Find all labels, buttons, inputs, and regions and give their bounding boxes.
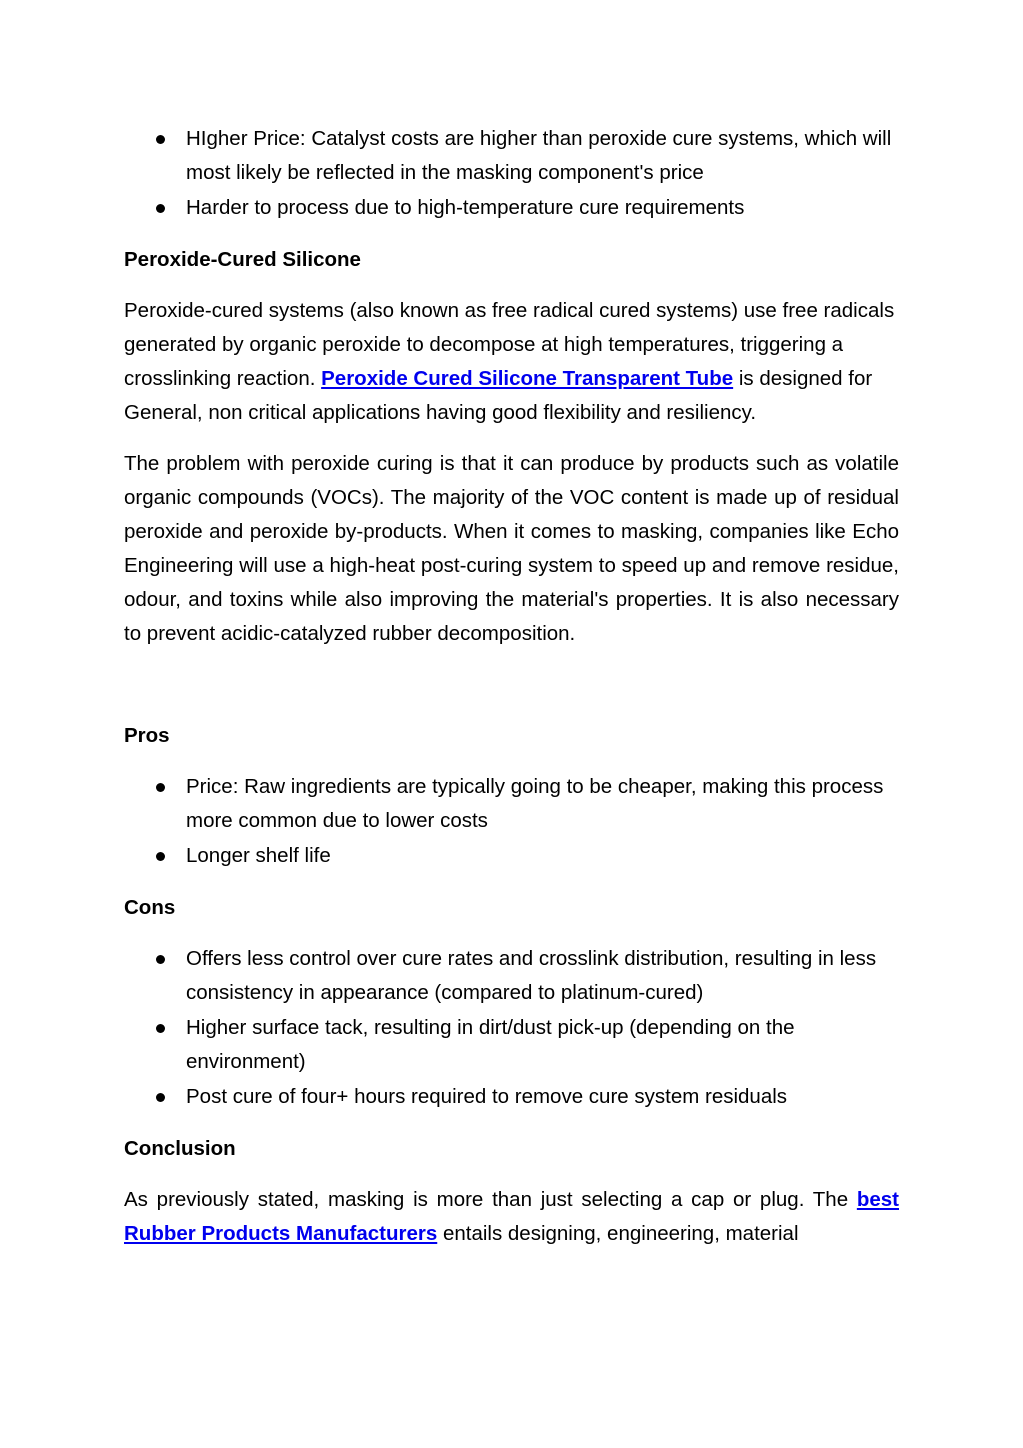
section-heading-conclusion: Conclusion [124,1137,236,1160]
list-item: HIgher Price: Catalyst costs are higher than peroxide cure systems, which will most likely be reflected in the masking component's price [124,122,899,190]
bullet-icon [156,1024,165,1033]
intro-bullet-list [124,122,899,225]
section-heading-pros: Pros [124,724,170,747]
pros-bullet-list [124,770,899,873]
peroxide-paragraph-2: The problem with peroxide curing is that it can produce by products such as volatile organic compounds (VOCs). The majority of the VOC content is made up of residual peroxide and peroxide by-products. When it comes to masking, companies like Echo Engineering will use a high-heat post-curing system to speed up and remove residue, odour, and toxins while also improving the material's properties. It is also necessary to prevent acidic-catalyzed rubber decomposition. [124,452,899,645]
list-item: Longer shelf life [124,839,899,873]
bullet-icon [156,852,165,861]
cons-bullet-list [124,942,899,1114]
bullet-icon [156,135,165,144]
bullet-icon [156,955,165,964]
rubber-manufacturers-link[interactable]: best Rubber Products Manufacturers [124,1188,899,1245]
bullet-icon [156,1093,165,1102]
bullet-icon [156,783,165,792]
document-page [124,122,899,1251]
list-item: Harder to process due to high-temperature cure requirements [124,191,899,225]
peroxide-paragraph-1: Peroxide-cured systems (also known as free radical cured systems) use free radicals generated by organic peroxide to decompose at high temperatures, triggering a crosslinking reaction. Peroxide Cured Silicone Transparent Tube is designed for General, non critical applications having good flexibility and resiliency. [124,299,895,424]
bullet-icon [156,204,165,213]
section-heading-cons: Cons [124,896,176,919]
peroxide-tube-link[interactable]: Peroxide Cured Silicone Transparent Tube [321,367,734,390]
section-heading-peroxide: Peroxide-Cured Silicone [124,248,361,271]
list-item: Offers less control over cure rates and crosslink distribution, resulting in less consistency in appearance (compared to platinum-cured) [124,942,899,1010]
conclusion-paragraph: As previously stated, masking is more than just selecting a cap or plug. The best Rubber Products Manufacturers entails designing, engineering, material [124,1188,899,1245]
list-item: Post cure of four+ hours required to remove cure system residuals [124,1080,899,1114]
list-item: Price: Raw ingredients are typically going to be cheaper, making this process more common due to lower costs [124,770,899,838]
list-item: Higher surface tack, resulting in dirt/dust pick-up (depending on the environment) [124,1011,899,1079]
